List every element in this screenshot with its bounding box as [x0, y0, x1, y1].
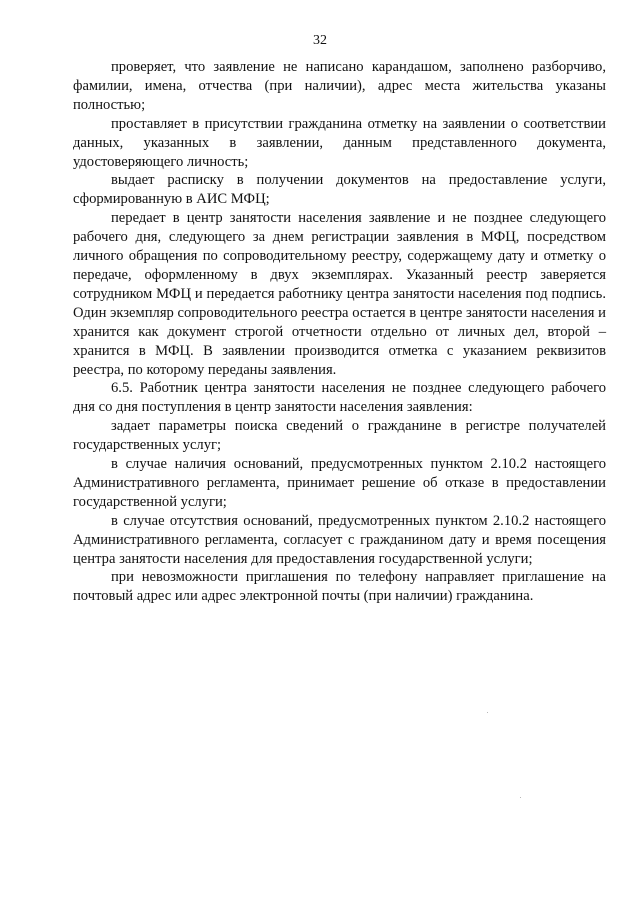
paragraph: выдает расписку в получении документов на предоставление услуги, сформированную в АИС МФЦ; — [73, 172, 606, 208]
paragraph: в случае отсутствия оснований, предусмотренных пунктом 2.10.2 настоящего Административного регламента, согласует с гражданином дату и время посещения центра занятости населения для предоставления государственной услуги; — [73, 512, 606, 567]
paragraph: задает параметры поиска сведений о гражданине в регистре получателей государственных услуг; — [73, 418, 606, 454]
document-body — [73, 58, 606, 606]
paragraph: 6.5. Работник центра занятости населения не позднее следующего рабочего дня со дня поступления в центр занятости населения заявления: — [73, 380, 606, 416]
paragraph: при невозможности приглашения по телефону направляет приглашение на почтовый адрес или адрес электронной почты (при наличии) гражданина. — [73, 569, 606, 605]
paragraph: передает в центр занятости населения заявление и не позднее следующего рабочего дня, следующего за днем регистрации заявления в МФЦ, посредством личного обращения по сопроводительному реестру, содержащему дату и отметку о передаче, оформленному в двух экземплярах. Указанный реестр заверяется сотрудником МФЦ и передается работнику центра занятости населения под подпись. Один экземпляр сопроводительного реестра остается в центре занятости населения и хранится как документ строгой отчетности отдельно от личных дел, второй – хранится в МФЦ. В заявлении производится отметка с указанием реквизитов реестра, по которому переданы заявления. — [73, 210, 606, 378]
paragraph: проверяет, что заявление не написано карандашом, заполнено разборчиво, фамилии, имена, отчества (при наличии), адрес места жительства указаны полностью; — [73, 59, 606, 113]
paragraph: проставляет в присутствии гражданина отметку на заявлении о соответствии данных, указанных в заявлении, данным представленного документа, удостоверяющего личность; — [73, 115, 606, 170]
scan-speck — [487, 712, 488, 713]
page-number: 32 — [313, 33, 327, 48]
paragraph: в случае наличия оснований, предусмотренных пунктом 2.10.2 настоящего Административного регламента, принимает решение об отказе в предоставлении государственной услуги; — [73, 456, 606, 510]
scan-speck — [520, 797, 521, 798]
